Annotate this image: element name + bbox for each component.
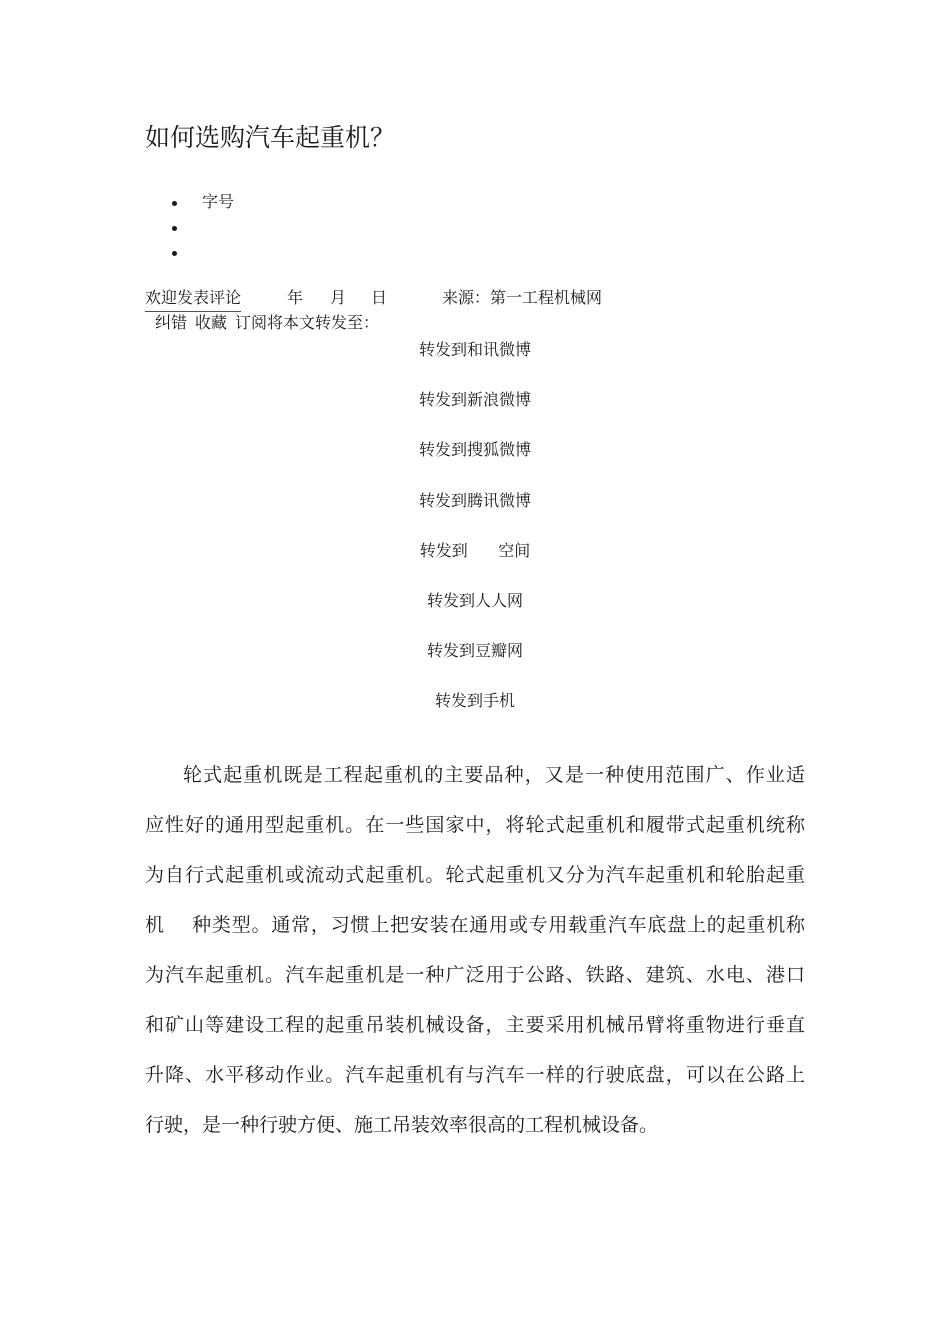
- comment-link[interactable]: 欢迎发表评论: [145, 286, 241, 312]
- share-link-mobile[interactable]: 转发到手机: [434, 691, 515, 711]
- article-body: [145, 750, 805, 1150]
- article-source: 来源：第一工程机械网: [442, 288, 603, 307]
- article-tools-list: [172, 189, 234, 264]
- share-link-sina-weibo[interactable]: 转发到新浪微博: [418, 390, 531, 410]
- share-link-tencent-weibo[interactable]: 转发到腾讯微博: [418, 490, 531, 510]
- body-line: 应性好的通用型起重机。在一些国家中，将轮式起重机和履带式起重机统称: [145, 814, 805, 836]
- body-line: 机 种类型。通常，习惯上把安装在通用或专用载重汽车底盘上的起重机称: [145, 914, 805, 936]
- list-item[interactable]: [172, 189, 234, 214]
- list-item[interactable]: [172, 239, 234, 264]
- list-item[interactable]: [172, 214, 234, 239]
- subscribe-forward-label: 订阅将本文转发至：: [235, 313, 380, 332]
- date-day: 日: [371, 288, 388, 307]
- bullet-dot-icon: [172, 251, 177, 256]
- correct-error-link[interactable]: 纠错: [155, 313, 188, 332]
- body-line: 和矿山等建设工程的起重吊装机械设备，主要采用机械吊臂将重物进行垂直: [145, 1014, 805, 1036]
- bullet-dot-icon: [172, 226, 177, 231]
- share-link-douban[interactable]: 转发到豆瓣网: [426, 641, 523, 661]
- body-line: 行驶，是一种行驶方便、施工吊装效率很高的工程机械设备。: [145, 1114, 659, 1136]
- share-link-renren[interactable]: 转发到人人网: [426, 590, 523, 610]
- body-line: 轮式起重机既是工程起重机的主要品种，又是一种使用范围广、作业适: [183, 764, 805, 786]
- bullet-dot-icon: [172, 201, 177, 206]
- font-size-label[interactable]: 字号: [202, 192, 235, 211]
- article-actions: [155, 311, 387, 335]
- body-line: 为自行式起重机或流动式起重机。轮式起重机又分为汽车起重机和轮胎起重: [145, 864, 805, 886]
- page-title: 如何选购汽车起重机？: [145, 123, 396, 152]
- share-link-hexun-weibo[interactable]: 转发到和讯微博: [418, 340, 531, 359]
- body-line: 为汽车起重机。汽车起重机是一种广泛用于公路、铁路、建筑、水电、港口: [145, 964, 805, 986]
- favorite-link[interactable]: 收藏: [195, 313, 228, 332]
- date-month: 月: [330, 288, 347, 307]
- share-link-qzone[interactable]: 转发到 空间: [419, 540, 531, 560]
- share-link-sohu-weibo[interactable]: 转发到搜狐微博: [418, 440, 531, 460]
- share-links: [0, 338, 950, 740]
- date-year: 年: [287, 288, 304, 307]
- body-line: 升降、水平移动作业。汽车起重机有与汽车一样的行驶底盘，可以在公路上: [145, 1064, 805, 1086]
